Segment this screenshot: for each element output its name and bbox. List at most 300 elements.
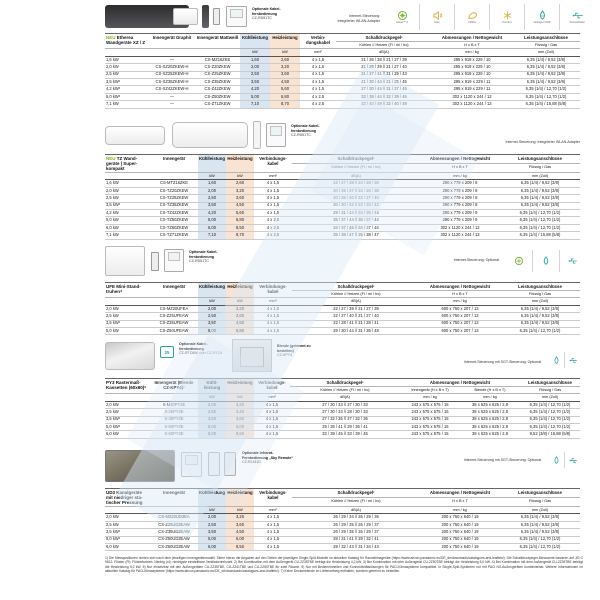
cell: —	[149, 101, 195, 108]
cell: 26 / 29 / 35 // 26 / 29 / 37	[292, 521, 420, 528]
cell: 6,35 (1/4) / 12,70 (1/2)	[500, 224, 580, 231]
cell: 1,6 kW	[105, 180, 150, 187]
remote-control-image-2	[224, 452, 236, 476]
cell: 8,50	[226, 431, 254, 438]
table-row	[105, 209, 580, 216]
column-unit: mm²	[254, 507, 292, 514]
column-unit	[105, 173, 150, 180]
column-unit: mm / kg	[420, 507, 500, 514]
cell: 4 x 1,5	[254, 401, 290, 408]
table-row	[105, 78, 580, 85]
cell: 6,35 (1/4) / 9,52 (3/8)	[512, 78, 580, 85]
cell: 4 x 2,5	[254, 224, 292, 231]
cell: 200 x 750 x 640 / 19	[420, 536, 500, 543]
nanoe-icon	[514, 256, 524, 266]
cell: 20 / 30 / 42 // 22 / 33 / 42	[292, 202, 420, 209]
wlan-caption: Internet-Steuerung: Integrierter WLAN-Adapter	[505, 140, 580, 144]
tz-spec-table	[105, 154, 580, 240]
column-header: Kühlleistung	[198, 283, 226, 298]
cell: 6,35 (1/4) / 9,52 (3/8)	[500, 514, 580, 521]
tz-side-unit-image	[253, 121, 261, 149]
cell: 290 x 779 x 209 / 9	[420, 217, 500, 224]
table-row	[105, 71, 580, 78]
quiet-icon	[432, 10, 443, 21]
section-ud3	[0, 446, 600, 552]
cell: 8,70	[226, 232, 254, 239]
cell: —	[149, 93, 195, 100]
section-title: PY3 Rastermaß-Kassetten (60x60)⁶	[105, 379, 150, 394]
cell: 2,00	[240, 64, 270, 71]
cell: 4 x 1,5	[300, 86, 336, 93]
cell: CS-Z25ZKEW	[195, 71, 240, 78]
column-header: Heizleistung	[226, 155, 254, 173]
tz-unit-small-image	[105, 126, 165, 145]
cell: 22 / 27 / 38 // 24 / 28 / 39	[292, 180, 420, 187]
cell: 295 x 919 x 229 / 11	[432, 78, 512, 85]
cell: 295 x 919 x 229 / 10	[432, 56, 512, 63]
feature-badges-small	[506, 250, 586, 272]
cell: 38 x 625 x 625 / 2,8	[460, 409, 520, 416]
cell: CS-MTZ16ZKE	[150, 180, 198, 187]
cell: 295 x 919 x 229 / 10	[432, 64, 512, 71]
cell: 1,60	[198, 180, 226, 187]
feature-badges-small	[548, 352, 581, 368]
py3-panel-image	[232, 339, 272, 372]
connectivity-icon	[568, 256, 578, 266]
cell: 6,35 (1/4) / 12,70 (1/2)	[500, 327, 580, 334]
column-header: Heizleistung	[226, 379, 254, 394]
cell: 3,50	[198, 416, 226, 423]
cell: 6,35 (1/4) / 12,70 (1/2)	[500, 209, 580, 216]
section-title: NEU TZ Wandgeräte | Superkompakt	[105, 155, 150, 173]
cell: 290 x 779 x 209 / 8	[420, 202, 500, 209]
column-unit: mm / kg	[432, 49, 512, 56]
cell: 22 / 27 / 40 // 21 / 27 / 40	[292, 313, 420, 320]
etherea-white-unit-image	[173, 8, 198, 25]
column-unit: kW	[226, 394, 254, 401]
cell: 5,0 kW³	[105, 536, 150, 543]
column-subheader: Kühlen // Heizen (Fl / mi / ho)	[292, 164, 420, 173]
cell: CS-XZ42ZKEW-H	[149, 86, 195, 93]
table-row	[105, 305, 580, 312]
cell: 6,35 (1/4) / 9,52 (3/8)	[512, 56, 580, 63]
column-header: Schalldruckpegel¹	[290, 379, 400, 387]
table-row	[105, 86, 580, 93]
cell: 3,5 kW²	[105, 202, 150, 209]
cell: 4,2 kW³	[105, 86, 149, 93]
table-row	[105, 313, 580, 320]
cell: 3,5 kW²	[105, 78, 149, 85]
column-subheader: Kühlen // Heizen (Fl / mi / ho)	[292, 291, 420, 298]
column-header: Abmessungen / Nettogewicht	[420, 155, 500, 164]
column-unit: dB(A)	[290, 394, 400, 401]
cell: 4 x 1,5	[254, 543, 292, 550]
cell: S-M20PY3E	[150, 401, 198, 408]
column-header: Heizleistung	[270, 34, 300, 49]
cell: CS-MZ20UD3EA	[150, 514, 198, 521]
cell: CS-TZ71ZKEW	[150, 232, 198, 239]
column-unit: kW	[226, 298, 254, 305]
column-header: Kühlleistung	[198, 379, 226, 394]
column-unit: kW	[270, 49, 300, 56]
column-unit: kW	[240, 49, 270, 56]
column-header: Verbindungskabel	[254, 283, 292, 298]
cell: 6,00	[226, 536, 254, 543]
cell: 6,35 (1/4) / 12,70 (1/2)	[520, 401, 580, 408]
pressure-badge: 25	[160, 346, 174, 358]
column-unit: mm²	[300, 49, 336, 56]
cell: 2,00	[198, 514, 226, 521]
cell: 29 / 32 / 43 // 31 / 34 / 43	[292, 543, 420, 550]
cell: 6,35 (1/4) / 12,70 (1/2)	[512, 93, 580, 100]
py3-spec-table	[105, 378, 580, 439]
cell: 5,00	[240, 93, 270, 100]
cell: 600 x 750 x 207 / 13	[420, 305, 500, 312]
badge-comfort: Komfort	[489, 4, 524, 30]
cell: 6,35 (1/4) / 9,52 (3/8)	[500, 202, 580, 209]
ud3-spec-table	[105, 488, 580, 551]
tz-unit-large-image	[172, 122, 248, 148]
table-row	[105, 56, 580, 63]
cell: 295 x 919 x 229 / 10	[432, 71, 512, 78]
cell: 3,60	[226, 313, 254, 320]
cell: 3,5 kW²	[105, 320, 150, 327]
cell: 2,00	[198, 187, 226, 194]
cell: CS-TZ35ZKEW	[150, 202, 198, 209]
cell: 6,35 (1/4) / 12,70 (1/2)	[520, 416, 580, 423]
cell: CS-Z50UD3EAW	[150, 536, 198, 543]
cell: CS-Z50ZKEW	[195, 93, 240, 100]
cell: 20 / 25 / 37 // 22 / 26 / 38	[292, 187, 420, 194]
table-row	[105, 543, 580, 550]
cell: —	[149, 56, 195, 63]
cell: CS-Z35UFEAW	[150, 320, 198, 327]
cell: 3,50	[198, 202, 226, 209]
cell: 6,35 (1/4) / 12,70 (1/2)	[520, 423, 580, 430]
cell: 3,60	[226, 521, 254, 528]
column-unit: mm / kg	[460, 394, 520, 401]
cell: 4,50	[226, 529, 254, 536]
column-header: Verbindungskabel	[254, 379, 290, 394]
column-header: Leistungsanschlüsse	[512, 34, 580, 42]
cell: CS-XZ20ZKEW-H	[149, 64, 195, 71]
column-header: Leistungsanschlüsse	[500, 283, 580, 291]
cell: 243 x 575 x 575 / 15	[400, 401, 460, 408]
cell: 2,60	[226, 180, 254, 187]
cell: 2,50	[198, 195, 226, 202]
cell: 4 x 1,5	[254, 416, 290, 423]
table-row	[105, 514, 580, 521]
cell: 38 x 625 x 625 / 2,8	[460, 431, 520, 438]
column-header: Schalldruckpegel¹	[336, 34, 432, 42]
cell: 2,5 kW	[105, 71, 149, 78]
cell: 6,35 (1/4) / 12,70 (1/2)	[512, 86, 580, 93]
py3-cassette-image	[105, 342, 155, 370]
column-header: Verbindungskabel	[254, 489, 292, 507]
cell: 600 x 750 x 207 / 13	[420, 313, 500, 320]
cell: 6,35 (1/4) / 9,52 (3/8)	[500, 320, 580, 327]
cell: 4 x 1,5	[254, 202, 292, 209]
cell: 6,00	[198, 431, 226, 438]
column-unit: dB(A)	[292, 298, 420, 305]
cell: 5,00	[198, 217, 226, 224]
badge-low-gwp	[532, 250, 559, 272]
cell: 5,60	[226, 209, 254, 216]
column-header: Verbindungskabel	[300, 34, 336, 49]
cell: 4 x 1,5	[254, 529, 292, 536]
column-unit: kW	[226, 507, 254, 514]
column-unit: mm (Zoll)	[512, 49, 580, 56]
cell: 200 x 750 x 640 / 19	[420, 514, 500, 521]
cell: 2,5 kW	[105, 195, 150, 202]
column-unit: mm²	[254, 298, 292, 305]
cell: 26 / 29 / 34 // 26 / 29 / 36	[292, 514, 420, 521]
table-row	[105, 64, 580, 71]
cell: 4 x 1,5	[254, 209, 292, 216]
cell: 600 x 750 x 207 / 13	[420, 327, 500, 334]
cell: 21 / 26 / 39 // 21 / 27 / 40	[336, 64, 432, 71]
cell: 1,6 kW	[105, 56, 149, 63]
cell: 29 / 30 / 44 // 31 / 35 / 48	[292, 327, 420, 334]
cell: 200 x 750 x 640 / 19	[420, 529, 500, 536]
column-header: Heizleistung	[226, 489, 254, 507]
cell: 6,35 (1/4) / 12,70 (1/2)	[520, 409, 580, 416]
cell: 21 / 30 / 44 // 21 / 35 / 45	[336, 78, 432, 85]
cell: 4 x 1,5	[254, 536, 292, 543]
column-header: Verbindungskabel	[254, 155, 292, 173]
cell: 3,60	[226, 195, 254, 202]
low-gwp-icon	[552, 356, 561, 365]
badge-low-gwp	[548, 452, 564, 468]
cell: 4,50	[226, 202, 254, 209]
cell: CS-Z50UFEAW	[150, 327, 198, 334]
column-unit: mm (Zoll)	[520, 394, 580, 401]
cell: 4,20	[198, 209, 226, 216]
cell: 6,35 (1/4) / 12,70 (1/2)	[500, 217, 580, 224]
cell: 7,10	[240, 101, 270, 108]
cell: 4,20	[240, 86, 270, 93]
section-etherea	[0, 2, 600, 114]
cell: 3,60	[226, 416, 254, 423]
remote-caption: Optionale Kabelfernbedienung CZ-RTC6W oder CZ-RTC6	[179, 342, 223, 356]
badge-low-gwp: niedriges GWP	[524, 4, 559, 30]
column-header: Leistungsanschlüsse	[500, 489, 580, 498]
cell: 4 x 1,5	[254, 187, 292, 194]
cell: 3,60	[270, 71, 300, 78]
column-unit	[105, 507, 150, 514]
nanoe-icon	[397, 10, 408, 21]
cell: 27 / 30 / 33 // 28 / 30 / 33	[290, 409, 400, 416]
cell: 6,35 (1/4) / 9,52 (3/8)	[500, 313, 580, 320]
cell: 3,20	[226, 514, 254, 521]
section-title: NEU Etherea Wandgeräte XZ / Z	[105, 34, 149, 49]
cell: 9,52 (3/8) / 15,88 (5/8)	[520, 431, 580, 438]
cell: 2,5 kW	[105, 409, 150, 416]
cell: 4 x 2,5	[300, 101, 336, 108]
cell: 4 x 1,5	[254, 320, 292, 327]
remote-control-image	[213, 8, 220, 25]
cell: 27 / 30 / 33 // 27 / 30 / 33	[290, 401, 400, 408]
column-subheader: Flüssig / Gas	[520, 387, 580, 394]
cell: CS-TZ20ZKEW	[150, 187, 198, 194]
cell: 3,20	[226, 187, 254, 194]
wired-controller-image	[226, 6, 247, 27]
wired-controller-image	[266, 123, 286, 147]
cell: 2,00	[198, 401, 226, 408]
column-unit	[150, 173, 198, 180]
badge-airflow: Airflow	[454, 4, 489, 30]
wired-controller-image	[164, 249, 184, 272]
cell: S-50PY3E	[150, 423, 198, 430]
cell: 3,50	[198, 529, 226, 536]
cell: 6,35 (1/4) / 12,70 (1/2)	[500, 543, 580, 550]
column-unit: kW	[198, 394, 226, 401]
cell: CS-TZ60ZKEW	[150, 224, 198, 231]
column-unit: mm / kg	[420, 298, 500, 305]
cell: 4 x 1,5	[254, 305, 292, 312]
column-unit: mm²	[254, 394, 290, 401]
cell: 2,0 kW	[105, 401, 150, 408]
column-unit: kW	[198, 507, 226, 514]
cell: 6,00	[198, 543, 226, 550]
table-row	[105, 521, 580, 528]
cell: 302 x 1120 x 244 / 12	[432, 93, 512, 100]
cell: 28 / 31 / 41 // 29 / 32 / 41	[292, 536, 420, 543]
badge-connectivity	[564, 452, 581, 468]
table-row	[105, 101, 580, 108]
cell: 35 / 37 / 44 // 35 / 37 / 44	[292, 217, 420, 224]
cell: 21 / 27 / 41 // 21 / 29 / 43	[336, 71, 432, 78]
cell: 38 x 625 x 625 / 2,8	[460, 401, 520, 408]
badge-connectivity	[564, 352, 581, 368]
cell: 4 x 1,5	[254, 423, 290, 430]
low-gwp-icon	[541, 256, 551, 266]
cell: 2,0 kW	[105, 514, 150, 521]
cell: 3,20	[270, 64, 300, 71]
column-unit: dB(A)	[292, 507, 420, 514]
cell: 8,50	[226, 224, 254, 231]
column-header: Schalldruckpegel¹	[292, 155, 420, 164]
cell: CS-TZ50ZKEW	[150, 217, 198, 224]
cell: 6,00	[198, 224, 226, 231]
internet-control-caption: Internet-Steuerung: Optional.	[453, 258, 500, 262]
cell: 2,0 kW	[105, 305, 150, 312]
cell: 4 x 1,5	[254, 431, 290, 438]
cell: 243 x 575 x 575 / 15	[400, 416, 460, 423]
cell: 5,0 kW³	[105, 423, 150, 430]
cell: 290 x 779 x 209 / 8	[420, 187, 500, 194]
cell: 21 / 26 / 38 // 21 / 27 / 39	[336, 56, 432, 63]
cell: 6,00	[226, 423, 254, 430]
cell: 290 x 779 x 209 / 8	[420, 180, 500, 187]
column-header: Abmessungen / Nettogewicht	[420, 283, 500, 291]
cell: 3,50	[198, 320, 226, 327]
cell: 200 x 750 x 640 / 19	[420, 543, 500, 550]
cell: 32 / 39 / 44 // 32 / 39 / 46	[336, 93, 432, 100]
column-header: Innengerät (Blende CZ-KPY4)⁷	[150, 379, 198, 394]
feature-badges-small	[548, 452, 581, 468]
footnotes: 1) Die Messpositionen richten sich nach dem jeweiligen Innengerätemodell. Siehe hierzu die Angaben auf den Seiten der jeweiligen Single-Split-Modelle im aktuellen Katalog für Raumklimageräte (https://www.aircon.panasonic.eu/DE_de/downloads/catalogues-and-leaflets/). Die Schalldruckpegel-Messwerte basieren auf JIS C 9612. Flüster (Fl): Flüsterbetrieb. Niedrig (ni): niedrigste einstellbare Ventilatordrehzahl. 2) Bei Kombination mit dem Außengerät CU-2Z35TBE beträgt die Heizleistung 4,2 kW. 3) Bei Kombination mit dem Außengerät CU-2Z50TBE beträgt die Heizleistung 5,0 kW. 4) Bei Kombination mit dem Außengerät CU-2Z35TBE beträgt die Heizleistung 5,2 kW. 5) Nur einsetzbar mit den Außengeräten CU-2Z35TBE, CU-2Z41TBE und CU-2Z50TBE für zwei Räume. 6) Nur mit Bedieneinheiten und Konnektivitätslösungen für PACi-Klimasysteme kompatibel. In Single-Split-Systemen nur mit PACi NX-Außengeräten kombinierbar. Weitere Informationen im aktuellen Katalog für PACi-Klimasysteme (https://www.aircon.panasonic.eu/DE_de/downloads/catalogues-and-leaflets/). 7) Keine Deckenblende im Lieferumfang enthalten, sondern getrennt zu bestellen.	[105, 556, 583, 573]
cell: 29 / 31 / 44 // 34 / 35 / 44	[292, 209, 420, 216]
column-unit: kW	[198, 173, 226, 180]
column-subheader: Flüssig / Gas	[500, 498, 580, 507]
column-unit: mm²	[254, 173, 292, 180]
cell: 7,10	[198, 232, 226, 239]
cell: 5,80	[226, 327, 254, 334]
cell: 2,50	[198, 313, 226, 320]
wlan-caption: Internet-Steuerung: Integrierter WLAN-Adapter	[337, 14, 380, 23]
column-header: Abmessungen / Nettogewicht	[420, 489, 500, 498]
cell: 38 x 625 x 625 / 2,8	[460, 423, 520, 430]
column-subheader: Kühlen // Heizen (Fl / mi / ho)	[290, 387, 400, 394]
column-unit: mm / kg	[400, 394, 460, 401]
connectivity-icon	[572, 10, 583, 21]
remote-control-image-1	[208, 452, 220, 476]
column-unit	[150, 507, 198, 514]
column-unit	[150, 298, 198, 305]
cell: 6,35 (1/4) / 9,52 (3/8)	[500, 195, 580, 202]
cell: 32 / 40 / 49 // 32 / 40 / 49	[336, 101, 432, 108]
feature-badges	[385, 4, 594, 30]
cell: 4,50	[270, 78, 300, 85]
cell: 3,20	[226, 401, 254, 408]
section-tz	[0, 118, 600, 236]
cell: 6,35 (1/4) / 9,52 (3/8)	[500, 187, 580, 194]
table-row	[105, 187, 580, 194]
cell: 3,50	[240, 78, 270, 85]
column-subheader: Flüssig / Gas	[500, 291, 580, 298]
cell: 27 / 30 / 44 // 31 / 37 / 45	[336, 86, 432, 93]
airflow-icon	[467, 10, 478, 21]
cell: 295 x 919 x 229 / 11	[432, 86, 512, 93]
table-row	[105, 180, 580, 187]
remote-caption: Optionale Kabelfernbedienung CZ-RD51TC	[252, 7, 281, 21]
cell: 5,0 kW³	[105, 93, 149, 100]
cell: 2,5 kW	[105, 313, 150, 320]
cell: 27 / 32 / 36 // 27 / 32 / 36	[290, 416, 400, 423]
cell: 302 x 1120 x 244 / 13	[420, 232, 500, 239]
column-subheader: H x B x T	[420, 291, 500, 298]
cell: 290 x 779 x 209 / 8	[420, 195, 500, 202]
cell: CS-Z35ZKEW	[195, 78, 240, 85]
cell: CS-Z25UFEAW	[150, 313, 198, 320]
cell: CS-Z71ZKEW	[195, 101, 240, 108]
internet-control-caption: Internet-Steuerung mit SGT-Steuerung: Optional.	[463, 458, 542, 462]
table-row	[105, 224, 580, 231]
cell: 2,50	[198, 521, 226, 528]
table-row	[105, 423, 580, 430]
cell: S-36PY3E	[150, 416, 198, 423]
cell: 243 x 575 x 575 / 15	[400, 409, 460, 416]
section-py3	[0, 336, 600, 440]
column-unit: mm (Zoll)	[500, 298, 580, 305]
cell: 4 x 1,5	[300, 78, 336, 85]
column-header: Abmessungen / Nettogewicht	[400, 379, 520, 387]
cell: 302 x 1120 x 244 / 12	[420, 224, 500, 231]
cell: CS-XZ25ZKEW-H	[149, 71, 195, 78]
cell: S-25PY3E	[150, 409, 198, 416]
low-gwp-icon	[552, 456, 561, 465]
column-unit: mm (Zoll)	[500, 173, 580, 180]
cell: 5,0 kW	[105, 327, 150, 334]
table-row	[105, 529, 580, 536]
column-subheader: Innengerät (H x B x T)	[400, 387, 460, 394]
cell: 33 / 39 / 45 // 33 / 39 / 45	[290, 431, 400, 438]
cell: 2,0 kW	[105, 187, 150, 194]
cell: 6,35 (1/4) / 12,70 (1/2)	[500, 536, 580, 543]
wired-controller-image	[181, 452, 202, 477]
cell: CS-TZ42ZKEW	[150, 209, 198, 216]
